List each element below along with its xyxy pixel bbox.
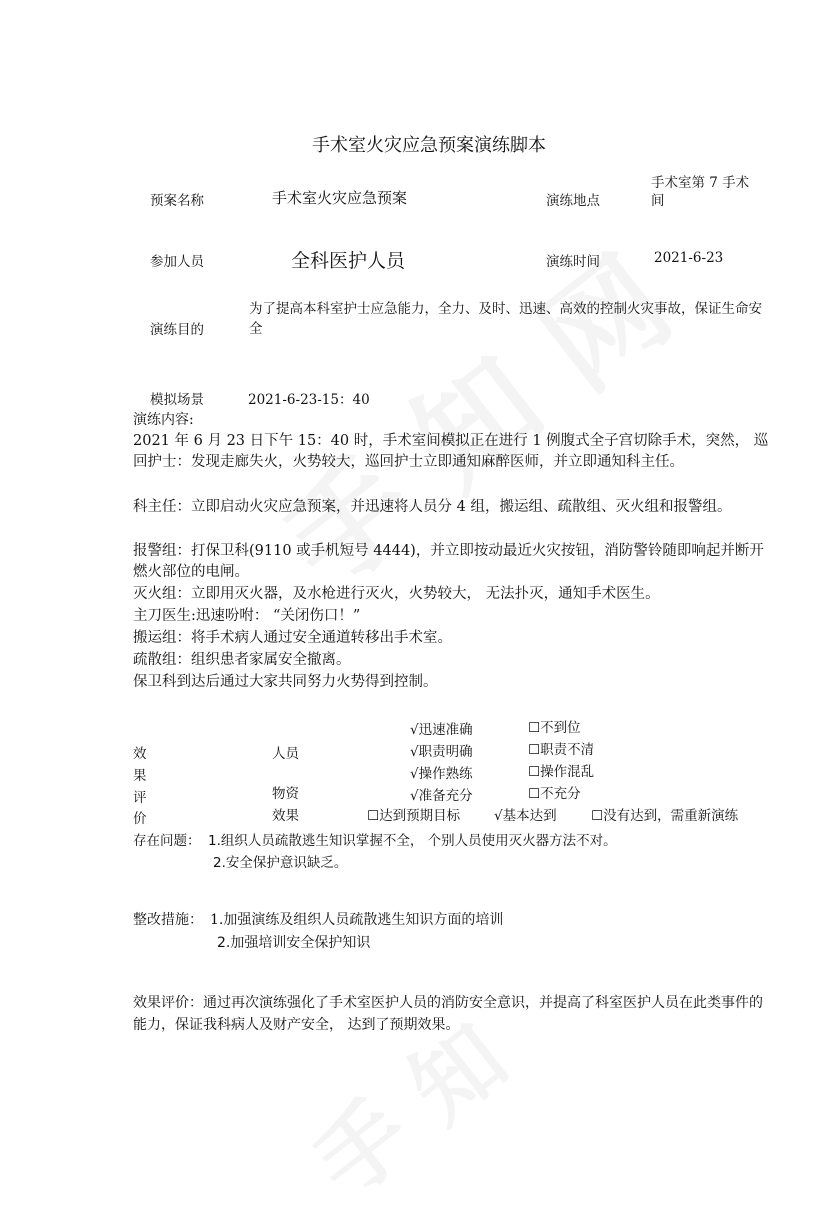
participants-value: 全科医护人员: [291, 250, 406, 272]
measure-item-1: 1.加强演练及组织人员疏散逃生知识方面的培训: [210, 912, 504, 928]
location-label: 演练地点: [546, 193, 600, 209]
content-label: 演练内容:: [133, 412, 194, 428]
plan-name-value: 手术室火灾应急预案: [272, 189, 408, 207]
scenario-label: 模拟场景: [150, 392, 204, 408]
content-paragraph-1: 2021 年 6 月 23 日下午 15：40 时，手术室间模拟正在进行 1 例腹式全子宫切除手术，突然， 巡回护士：发现走廊失火，火势较大，巡回护士立即通知麻醉医师，并立即通知科主任。: [133, 433, 769, 470]
content-paragraph-6: 搬运组：将手术病人通过安全通道转移出手术室。: [133, 630, 452, 646]
eval-side-char-3: 评: [133, 790, 147, 806]
time-label: 演练时间: [546, 254, 600, 270]
checked-item-3: √操作熟练: [410, 766, 473, 782]
personnel-label: 人员: [272, 746, 299, 762]
location-value-line1: 手术室第 7 手术: [651, 175, 750, 191]
unchecked-item-3[interactable]: ☐操作混乱: [528, 764, 595, 780]
content-paragraph-3: 报警组：打保卫科(9110 或手机短号 4444)，并立即按动最近火灾按钮，消防警铃随即响起并断开燃火部位的电闸。: [133, 543, 764, 580]
content-paragraph-8: 保卫科到达后通过大家共同努力火势得到控制。: [133, 674, 438, 690]
eval-side-char-2: 果: [133, 768, 147, 784]
measure-item-2: 2.加强培训安全保护知识: [217, 935, 371, 951]
eval-side-char-4: 价: [133, 811, 147, 827]
effect-option-achieved[interactable]: ☐达到预期目标: [367, 808, 461, 824]
content-paragraph-4: 灭火组：立即用灭火器，及水枪进行灭火，火势较大， 无法扑灭，通知手术医生。: [133, 586, 660, 602]
unchecked-item-4[interactable]: ☐不充分: [528, 786, 581, 802]
unchecked-item-2[interactable]: ☐职责不清: [528, 742, 595, 758]
unchecked-item-1[interactable]: ☐不到位: [528, 720, 581, 736]
checked-item-1: √迅速准确: [410, 722, 473, 738]
problem-item-2: 2.安全保护意识缺乏。: [213, 855, 348, 871]
page-title: 手术室火灾应急预案演练脚本: [312, 135, 546, 156]
problem-item-1: 1.组织人员疏散逃生知识掌握不全， 个别人员使用灭火器方法不对。: [208, 833, 617, 849]
checked-item-2: √职责明确: [410, 744, 473, 760]
effect-label: 效果: [272, 808, 299, 824]
effect-option-redo[interactable]: ☐没有达到，需重新演练: [591, 808, 739, 824]
purpose-value: 为了提高本科室护士应急能力，全力、及时、迅速、高效的控制火灾事故，保证生命安全: [249, 301, 762, 337]
effect-option-basic[interactable]: √基本达到: [494, 808, 557, 824]
materials-label: 物资: [272, 786, 299, 802]
eval-side-char-1: 效: [133, 746, 147, 762]
plan-name-label: 预案名称: [150, 193, 204, 209]
checked-item-4: √准备充分: [410, 788, 473, 804]
scenario-value: 2021-6-23-15：40: [248, 392, 370, 408]
content-paragraph-7: 疏散组：组织患者家属安全撤离。: [133, 652, 351, 668]
participants-label: 参加人员: [150, 254, 204, 270]
location-value-line2: 间: [651, 193, 665, 209]
content-paragraph-2: 科主任：立即启动火灾应急预案，并迅速将人员分 4 组，搬运组、疏散组、灭火组和报警组。: [133, 499, 732, 515]
problems-label: 存在问题：: [133, 833, 201, 849]
measures-label: 整改措施：: [133, 912, 203, 928]
purpose-label: 演练目的: [150, 322, 204, 338]
content-paragraph-5: 主刀医生:迅速吩咐： “关闭伤口！”: [133, 608, 361, 624]
time-value: 2021-6-23: [654, 250, 724, 266]
effect-evaluation-text: 效果评价：通过再次演练强化了手术室医护人员的消防安全意识，并提高了科室医护人员在此类事件的能力，保证我科病人及财产安全， 达到了预期效果。: [133, 995, 763, 1033]
